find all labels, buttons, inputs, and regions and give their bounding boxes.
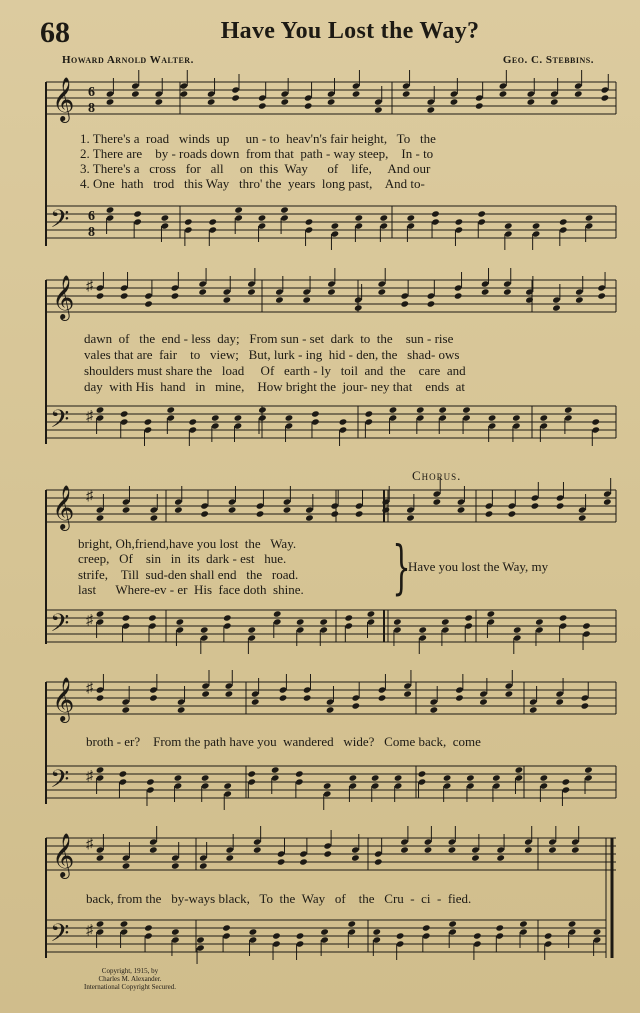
note-head bbox=[198, 288, 207, 295]
note-head bbox=[171, 928, 180, 935]
note-head bbox=[389, 406, 398, 413]
note-head bbox=[295, 770, 304, 777]
note-head bbox=[96, 766, 105, 773]
verse-2-line-c: creep, Of sin in its dark - est hue. bbox=[78, 551, 287, 566]
verse-1-line-b: dawn of the end - less day; From sun - set dark to the sun - rise bbox=[84, 331, 454, 346]
note-head bbox=[540, 774, 549, 781]
svg-text:8: 8 bbox=[88, 101, 95, 116]
note-head bbox=[201, 690, 210, 697]
note-head bbox=[555, 698, 564, 705]
note-head bbox=[575, 296, 584, 303]
note-head bbox=[234, 206, 243, 213]
note-head bbox=[275, 296, 284, 303]
note-head bbox=[184, 218, 193, 225]
note-head bbox=[305, 218, 314, 225]
words-credit: Howard Arnold Walter. bbox=[62, 54, 194, 66]
svg-text:𝄞: 𝄞 bbox=[52, 277, 75, 319]
svg-text:𝄞: 𝄞 bbox=[52, 79, 75, 121]
note-head bbox=[247, 770, 256, 777]
note-head bbox=[196, 936, 205, 943]
note-head bbox=[352, 90, 361, 97]
note-head bbox=[379, 214, 388, 221]
note-head bbox=[176, 618, 185, 625]
svg-text:♯: ♯ bbox=[86, 837, 93, 852]
note-head bbox=[248, 626, 257, 633]
note-head bbox=[120, 410, 129, 417]
note-head bbox=[477, 210, 486, 217]
verse-4-line-b: day with His hand in mine, How bright the jour- ney that ends at bbox=[84, 379, 466, 394]
note-head bbox=[272, 932, 281, 939]
note-head bbox=[539, 414, 548, 421]
note-head bbox=[351, 854, 360, 861]
note-head bbox=[525, 296, 534, 303]
note-head bbox=[455, 694, 464, 701]
verse-1-line-a: 1. There's a road winds up un - to heav'n's fair height, To the bbox=[80, 131, 436, 146]
note-head bbox=[302, 296, 311, 303]
note-head bbox=[355, 214, 364, 221]
note-head bbox=[258, 406, 267, 413]
note-head bbox=[327, 98, 336, 105]
svg-text:6: 6 bbox=[88, 209, 95, 224]
note-head bbox=[556, 502, 565, 509]
note-head bbox=[355, 510, 364, 517]
copyright-notice bbox=[60, 967, 200, 991]
note-head bbox=[171, 862, 180, 869]
note-head bbox=[155, 98, 164, 105]
note-head bbox=[499, 90, 508, 97]
verse-3-line-a: 3. There's a cross for all on this Way of life, And our bbox=[80, 161, 431, 176]
note-head bbox=[571, 846, 580, 853]
note-head bbox=[371, 774, 380, 781]
note-head bbox=[323, 850, 332, 857]
note-head bbox=[568, 920, 577, 927]
note-head bbox=[424, 846, 433, 853]
note-head bbox=[450, 98, 459, 105]
note-head bbox=[448, 846, 457, 853]
note-head bbox=[330, 510, 339, 517]
note-head bbox=[347, 920, 356, 927]
svg-text:♯: ♯ bbox=[86, 489, 93, 504]
note-head bbox=[374, 106, 383, 113]
svg-text:𝄢: 𝄢 bbox=[50, 406, 70, 439]
note-head bbox=[354, 304, 363, 311]
svg-text:𝄢: 𝄢 bbox=[50, 610, 70, 643]
note-head bbox=[352, 702, 361, 709]
verse-3-line-c: strife, Till sud-den shall end the road. bbox=[78, 567, 299, 582]
chorus-label: Chorus. bbox=[412, 468, 462, 483]
note-head bbox=[431, 210, 440, 217]
note-head bbox=[400, 300, 409, 307]
note-head bbox=[382, 506, 391, 513]
note-head bbox=[559, 218, 568, 225]
note-head bbox=[148, 614, 157, 621]
note-head bbox=[174, 774, 183, 781]
note-head bbox=[303, 694, 312, 701]
note-head bbox=[174, 506, 183, 513]
chorus-line-3: back, from the by-ways black, To the Way of the Cru - ci - fied. bbox=[86, 891, 472, 906]
svg-text:𝄢: 𝄢 bbox=[50, 920, 70, 953]
note-head bbox=[225, 690, 234, 697]
note-head bbox=[199, 862, 208, 869]
note-head bbox=[326, 706, 335, 713]
note-head bbox=[503, 288, 512, 295]
note-head bbox=[591, 418, 600, 425]
note-head bbox=[581, 702, 590, 709]
note-head bbox=[372, 928, 381, 935]
copyright-line-3: International Copyright Secured. bbox=[84, 983, 176, 991]
note-head bbox=[505, 690, 514, 697]
verse-2-line-a: 2. There are by - roads down from that path - way steep, In - to bbox=[80, 146, 434, 161]
note-head bbox=[311, 410, 320, 417]
note-head bbox=[122, 506, 131, 513]
note-head bbox=[403, 690, 412, 697]
hymn-title: Have You Lost the Way? bbox=[220, 18, 480, 44]
note-head bbox=[512, 414, 521, 421]
note-head bbox=[96, 406, 105, 413]
note-head bbox=[106, 98, 115, 105]
note-head bbox=[448, 920, 457, 927]
note-head bbox=[531, 502, 540, 509]
note-head bbox=[171, 292, 180, 299]
note-head bbox=[228, 506, 237, 513]
hymn-number: 68 bbox=[40, 16, 70, 49]
note-head bbox=[323, 782, 332, 789]
note-head bbox=[122, 614, 131, 621]
note-head bbox=[378, 288, 387, 295]
svg-text:♯: ♯ bbox=[86, 681, 93, 696]
note-head bbox=[201, 774, 210, 781]
note-head bbox=[406, 514, 415, 521]
note-head bbox=[457, 506, 466, 513]
note-head bbox=[280, 206, 289, 213]
note-head bbox=[253, 846, 262, 853]
note-head bbox=[454, 292, 463, 299]
note-head bbox=[120, 920, 129, 927]
note-head bbox=[585, 214, 594, 221]
note-head bbox=[400, 846, 409, 853]
note-head bbox=[535, 618, 544, 625]
note-head bbox=[584, 766, 593, 773]
note-head bbox=[327, 288, 336, 295]
note-head bbox=[122, 862, 131, 869]
svg-text:𝄢: 𝄢 bbox=[50, 766, 70, 799]
note-head bbox=[455, 218, 464, 225]
note-head bbox=[251, 698, 260, 705]
note-head bbox=[166, 406, 175, 413]
svg-text:♯: ♯ bbox=[86, 409, 93, 424]
note-head bbox=[149, 694, 158, 701]
note-head bbox=[496, 854, 505, 861]
note-head bbox=[519, 920, 528, 927]
note-head bbox=[247, 288, 256, 295]
note-head bbox=[258, 102, 267, 109]
note-head bbox=[550, 98, 559, 105]
note-head bbox=[374, 858, 383, 865]
note-head bbox=[418, 626, 427, 633]
svg-text:♯: ♯ bbox=[86, 769, 93, 784]
note-head bbox=[487, 610, 496, 617]
svg-text:♯: ♯ bbox=[86, 279, 93, 294]
note-head bbox=[524, 846, 533, 853]
note-head bbox=[331, 222, 340, 229]
note-head bbox=[133, 210, 142, 217]
note-head bbox=[249, 928, 258, 935]
note-head bbox=[180, 90, 189, 97]
note-head bbox=[532, 222, 541, 229]
note-head bbox=[119, 770, 128, 777]
note-head bbox=[223, 614, 232, 621]
svg-text:𝄞: 𝄞 bbox=[52, 835, 75, 877]
note-head bbox=[513, 626, 522, 633]
note-head bbox=[120, 292, 129, 299]
note-head bbox=[150, 514, 159, 521]
svg-text:𝄢: 𝄢 bbox=[50, 206, 70, 239]
note-head bbox=[481, 288, 490, 295]
note-head bbox=[462, 406, 471, 413]
note-head bbox=[402, 90, 411, 97]
svg-text:♯: ♯ bbox=[86, 613, 93, 628]
note-head bbox=[234, 414, 243, 421]
svg-text:♯: ♯ bbox=[86, 923, 93, 938]
note-head bbox=[144, 418, 153, 425]
note-head bbox=[593, 928, 602, 935]
note-head bbox=[304, 102, 313, 109]
note-head bbox=[427, 106, 436, 113]
note-head bbox=[296, 618, 305, 625]
note-head bbox=[443, 774, 452, 781]
note-head bbox=[471, 854, 480, 861]
note-head bbox=[578, 514, 587, 521]
note-head bbox=[299, 858, 308, 865]
note-head bbox=[433, 498, 442, 505]
note-head bbox=[121, 706, 130, 713]
note-head bbox=[378, 694, 387, 701]
note-head bbox=[396, 932, 405, 939]
note-head bbox=[393, 618, 402, 625]
note-head bbox=[529, 706, 538, 713]
note-head bbox=[283, 506, 292, 513]
note-head bbox=[548, 846, 557, 853]
note-head bbox=[200, 510, 209, 517]
note-head bbox=[208, 218, 217, 225]
note-head bbox=[475, 102, 484, 109]
note-head bbox=[188, 418, 197, 425]
note-head bbox=[223, 296, 232, 303]
note-head bbox=[144, 924, 153, 931]
chorus-line-2: broth - er? From the path have you wandered wide? Come back, come bbox=[86, 734, 481, 749]
note-head bbox=[319, 618, 328, 625]
svg-text:6: 6 bbox=[88, 85, 95, 100]
note-head bbox=[430, 706, 439, 713]
note-head bbox=[223, 782, 232, 789]
note-head bbox=[273, 610, 282, 617]
note-head bbox=[422, 924, 431, 931]
note-head bbox=[601, 94, 610, 101]
note-head bbox=[559, 614, 568, 621]
note-head bbox=[96, 920, 105, 927]
note-head bbox=[438, 406, 447, 413]
note-head bbox=[146, 778, 155, 785]
note-head bbox=[485, 510, 494, 517]
note-head bbox=[508, 510, 517, 517]
note-head bbox=[96, 292, 105, 299]
copyright-line-2: Charles M. Alexander. bbox=[98, 975, 162, 983]
note-head bbox=[200, 626, 209, 633]
note-head bbox=[574, 90, 583, 97]
note-head bbox=[296, 932, 305, 939]
note-head bbox=[603, 498, 612, 505]
verse-4-line-c: last Where-ev - er His face doth shine. bbox=[78, 582, 304, 597]
verse-3-line-b: shoulders must share the load Of earth - ly toil and the care and bbox=[84, 363, 466, 378]
note-head bbox=[207, 98, 216, 105]
note-head bbox=[394, 774, 403, 781]
note-head bbox=[418, 770, 427, 777]
note-head bbox=[96, 514, 105, 521]
note-head bbox=[515, 766, 524, 773]
note-head bbox=[562, 778, 571, 785]
note-head bbox=[344, 614, 353, 621]
note-head bbox=[466, 774, 475, 781]
svg-text:8: 8 bbox=[88, 225, 95, 240]
svg-text:𝄞: 𝄞 bbox=[52, 487, 75, 529]
verse-1-line-c: bright, Oh,friend,have you lost the Way. bbox=[78, 536, 297, 551]
note-head bbox=[552, 304, 561, 311]
note-head bbox=[527, 98, 536, 105]
note-head bbox=[279, 694, 288, 701]
note-head bbox=[177, 706, 186, 713]
note-head bbox=[96, 854, 105, 861]
note-head bbox=[504, 222, 513, 229]
note-head bbox=[231, 94, 240, 101]
note-head bbox=[161, 214, 170, 221]
note-head bbox=[225, 854, 234, 861]
note-head bbox=[106, 206, 115, 213]
copyright-line-1: Copyright, 1915, by bbox=[101, 967, 159, 975]
note-head bbox=[407, 214, 416, 221]
note-head bbox=[367, 610, 376, 617]
note-head bbox=[464, 614, 473, 621]
note-head bbox=[365, 410, 374, 417]
note-head bbox=[305, 514, 314, 521]
note-head bbox=[256, 510, 265, 517]
note-head bbox=[339, 418, 348, 425]
note-head bbox=[258, 214, 267, 221]
note-head bbox=[495, 924, 504, 931]
music-credit: Geo. C. Stebbins. bbox=[502, 54, 594, 66]
note-head bbox=[149, 846, 158, 853]
note-head bbox=[597, 292, 606, 299]
note-head bbox=[582, 622, 591, 629]
note-head bbox=[427, 300, 436, 307]
verse-2-line-b: vales that are fair to view; But, lurk - ing hid - den, the shad- ows bbox=[84, 347, 460, 362]
note-head bbox=[492, 774, 501, 781]
verse-4-line-a: 4. One hath trod this Way thro' the years long past, And to- bbox=[80, 176, 425, 191]
verse-brace: } bbox=[392, 533, 411, 601]
note-head bbox=[280, 98, 289, 105]
chorus-line-1: Have you lost the Way, my bbox=[408, 559, 549, 574]
note-head bbox=[96, 610, 105, 617]
note-head bbox=[271, 766, 280, 773]
note-head bbox=[473, 932, 482, 939]
note-head bbox=[222, 924, 231, 931]
note-head bbox=[564, 406, 573, 413]
note-head bbox=[144, 300, 153, 307]
note-head bbox=[285, 414, 294, 421]
note-head bbox=[544, 932, 553, 939]
note-head bbox=[441, 618, 450, 625]
note-head bbox=[349, 774, 358, 781]
note-head bbox=[96, 694, 105, 701]
note-head bbox=[479, 698, 488, 705]
svg-text:𝄞: 𝄞 bbox=[52, 679, 75, 721]
note-head bbox=[416, 406, 425, 413]
note-head bbox=[211, 414, 220, 421]
note-head bbox=[488, 414, 497, 421]
note-head bbox=[320, 928, 329, 935]
note-head bbox=[131, 90, 140, 97]
note-head bbox=[277, 858, 286, 865]
